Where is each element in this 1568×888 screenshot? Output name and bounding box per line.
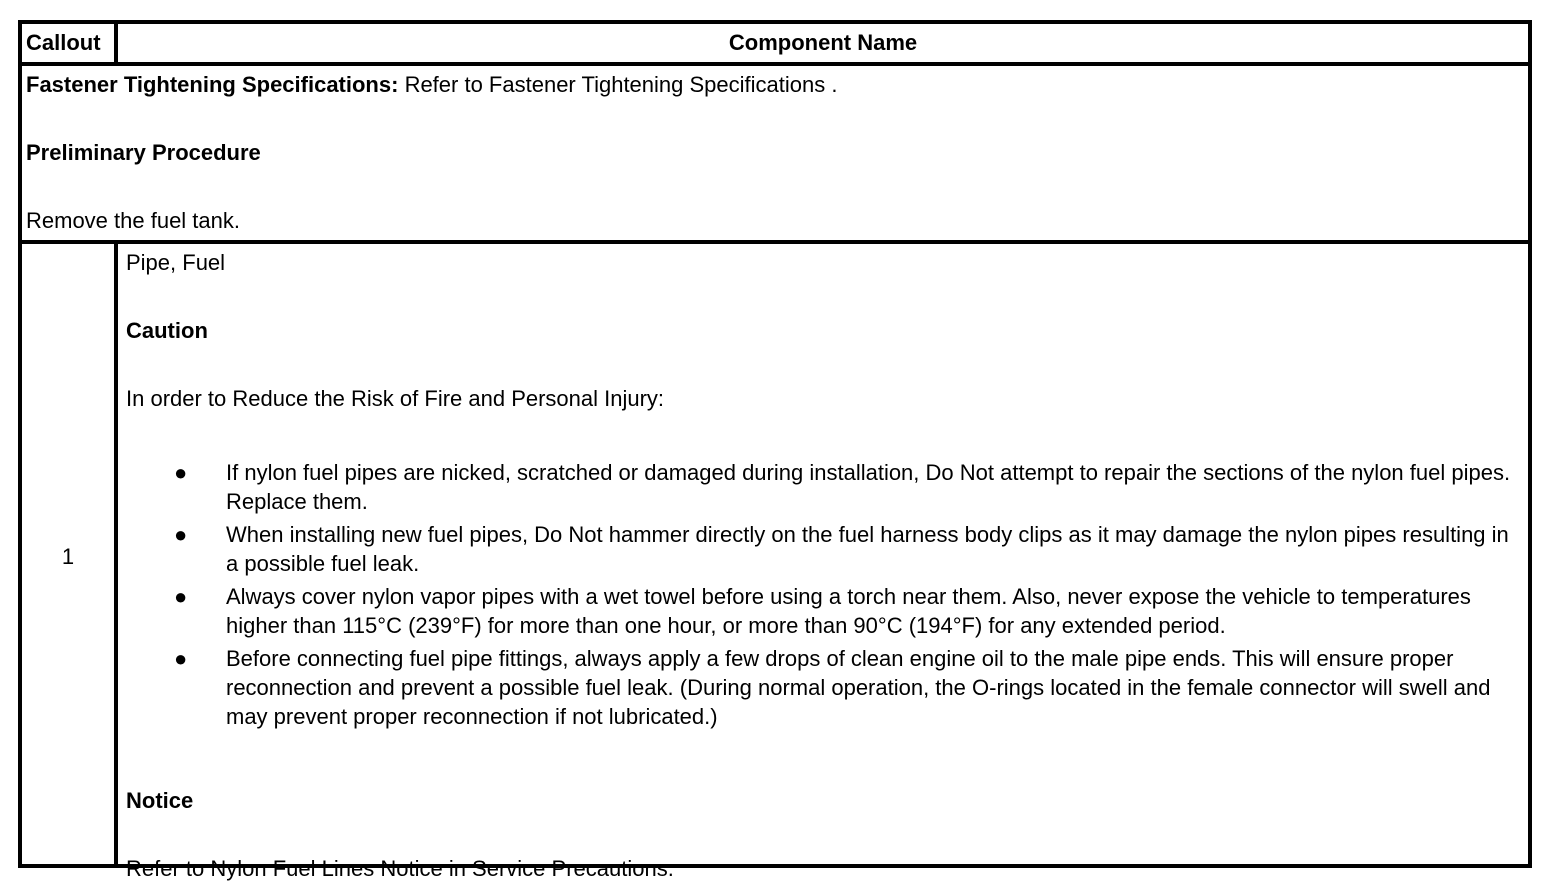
notice-text: Refer to Nylon Fuel Lines Notice in Service Precautions. (126, 856, 674, 881)
preliminary-procedure-step: Remove the fuel tank. (26, 208, 241, 233)
bullet-text: Before connecting fuel pipe fittings, always apply a few drops of clean engine oil to the male pipe ends. This will ensure proper reconnection and prevent a possible fuel leak. (During normal operation, the O-rings located in the female connector will swell and may prevent proper reconnection if not lubricated.) (226, 646, 1491, 729)
item-row (22, 244, 1528, 881)
list-item (122, 458, 1522, 516)
notice-heading: Notice (126, 788, 194, 813)
bullet-icon: ● (174, 584, 188, 609)
item-callout-number: 1 (61, 544, 75, 569)
item-component-cell (122, 244, 1528, 881)
fastener-spec-text: Refer to Fastener Tightening Specifications . (404, 72, 838, 97)
preliminary-procedure-heading: Preliminary Procedure (26, 140, 261, 165)
list-item (122, 644, 1522, 731)
preliminary-row (22, 66, 1528, 244)
bullet-icon: ● (174, 522, 188, 547)
component-name: Pipe, Fuel (126, 250, 226, 275)
caution-heading: Caution (126, 318, 208, 343)
item-callout-cell (22, 244, 118, 864)
list-item (122, 582, 1522, 640)
table-header-row (22, 24, 1528, 66)
list-item (122, 520, 1522, 578)
fastener-spec-line (26, 72, 837, 98)
bullet-text: If nylon fuel pipes are nicked, scratched or damaged during installation, Do Not attempt to repair the sections of the nylon fuel pipes. Replace them. (226, 460, 1511, 514)
caution-intro: In order to Reduce the Risk of Fire and Personal Injury: (126, 386, 665, 411)
bullet-icon: ● (174, 646, 188, 671)
caution-bullet-list (122, 458, 1522, 735)
bullet-text: Always cover nylon vapor pipes with a wet towel before using a torch near them. Also, never expose the vehicle to temperatures higher than 115°C (239°F) for more than one hour, or more than 90°C (194°F) for any extended period. (226, 584, 1471, 638)
bullet-icon: ● (174, 460, 188, 485)
bullet-text: When installing new fuel pipes, Do Not hammer directly on the fuel harness body clips as it may damage the nylon pipes resulting in a possible fuel leak. (226, 522, 1509, 576)
fastener-spec-label: Fastener Tightening Specifications: (26, 72, 399, 97)
component-table (18, 20, 1532, 881)
header-component-name: Component Name (728, 30, 918, 55)
header-callout: Callout (22, 24, 118, 62)
